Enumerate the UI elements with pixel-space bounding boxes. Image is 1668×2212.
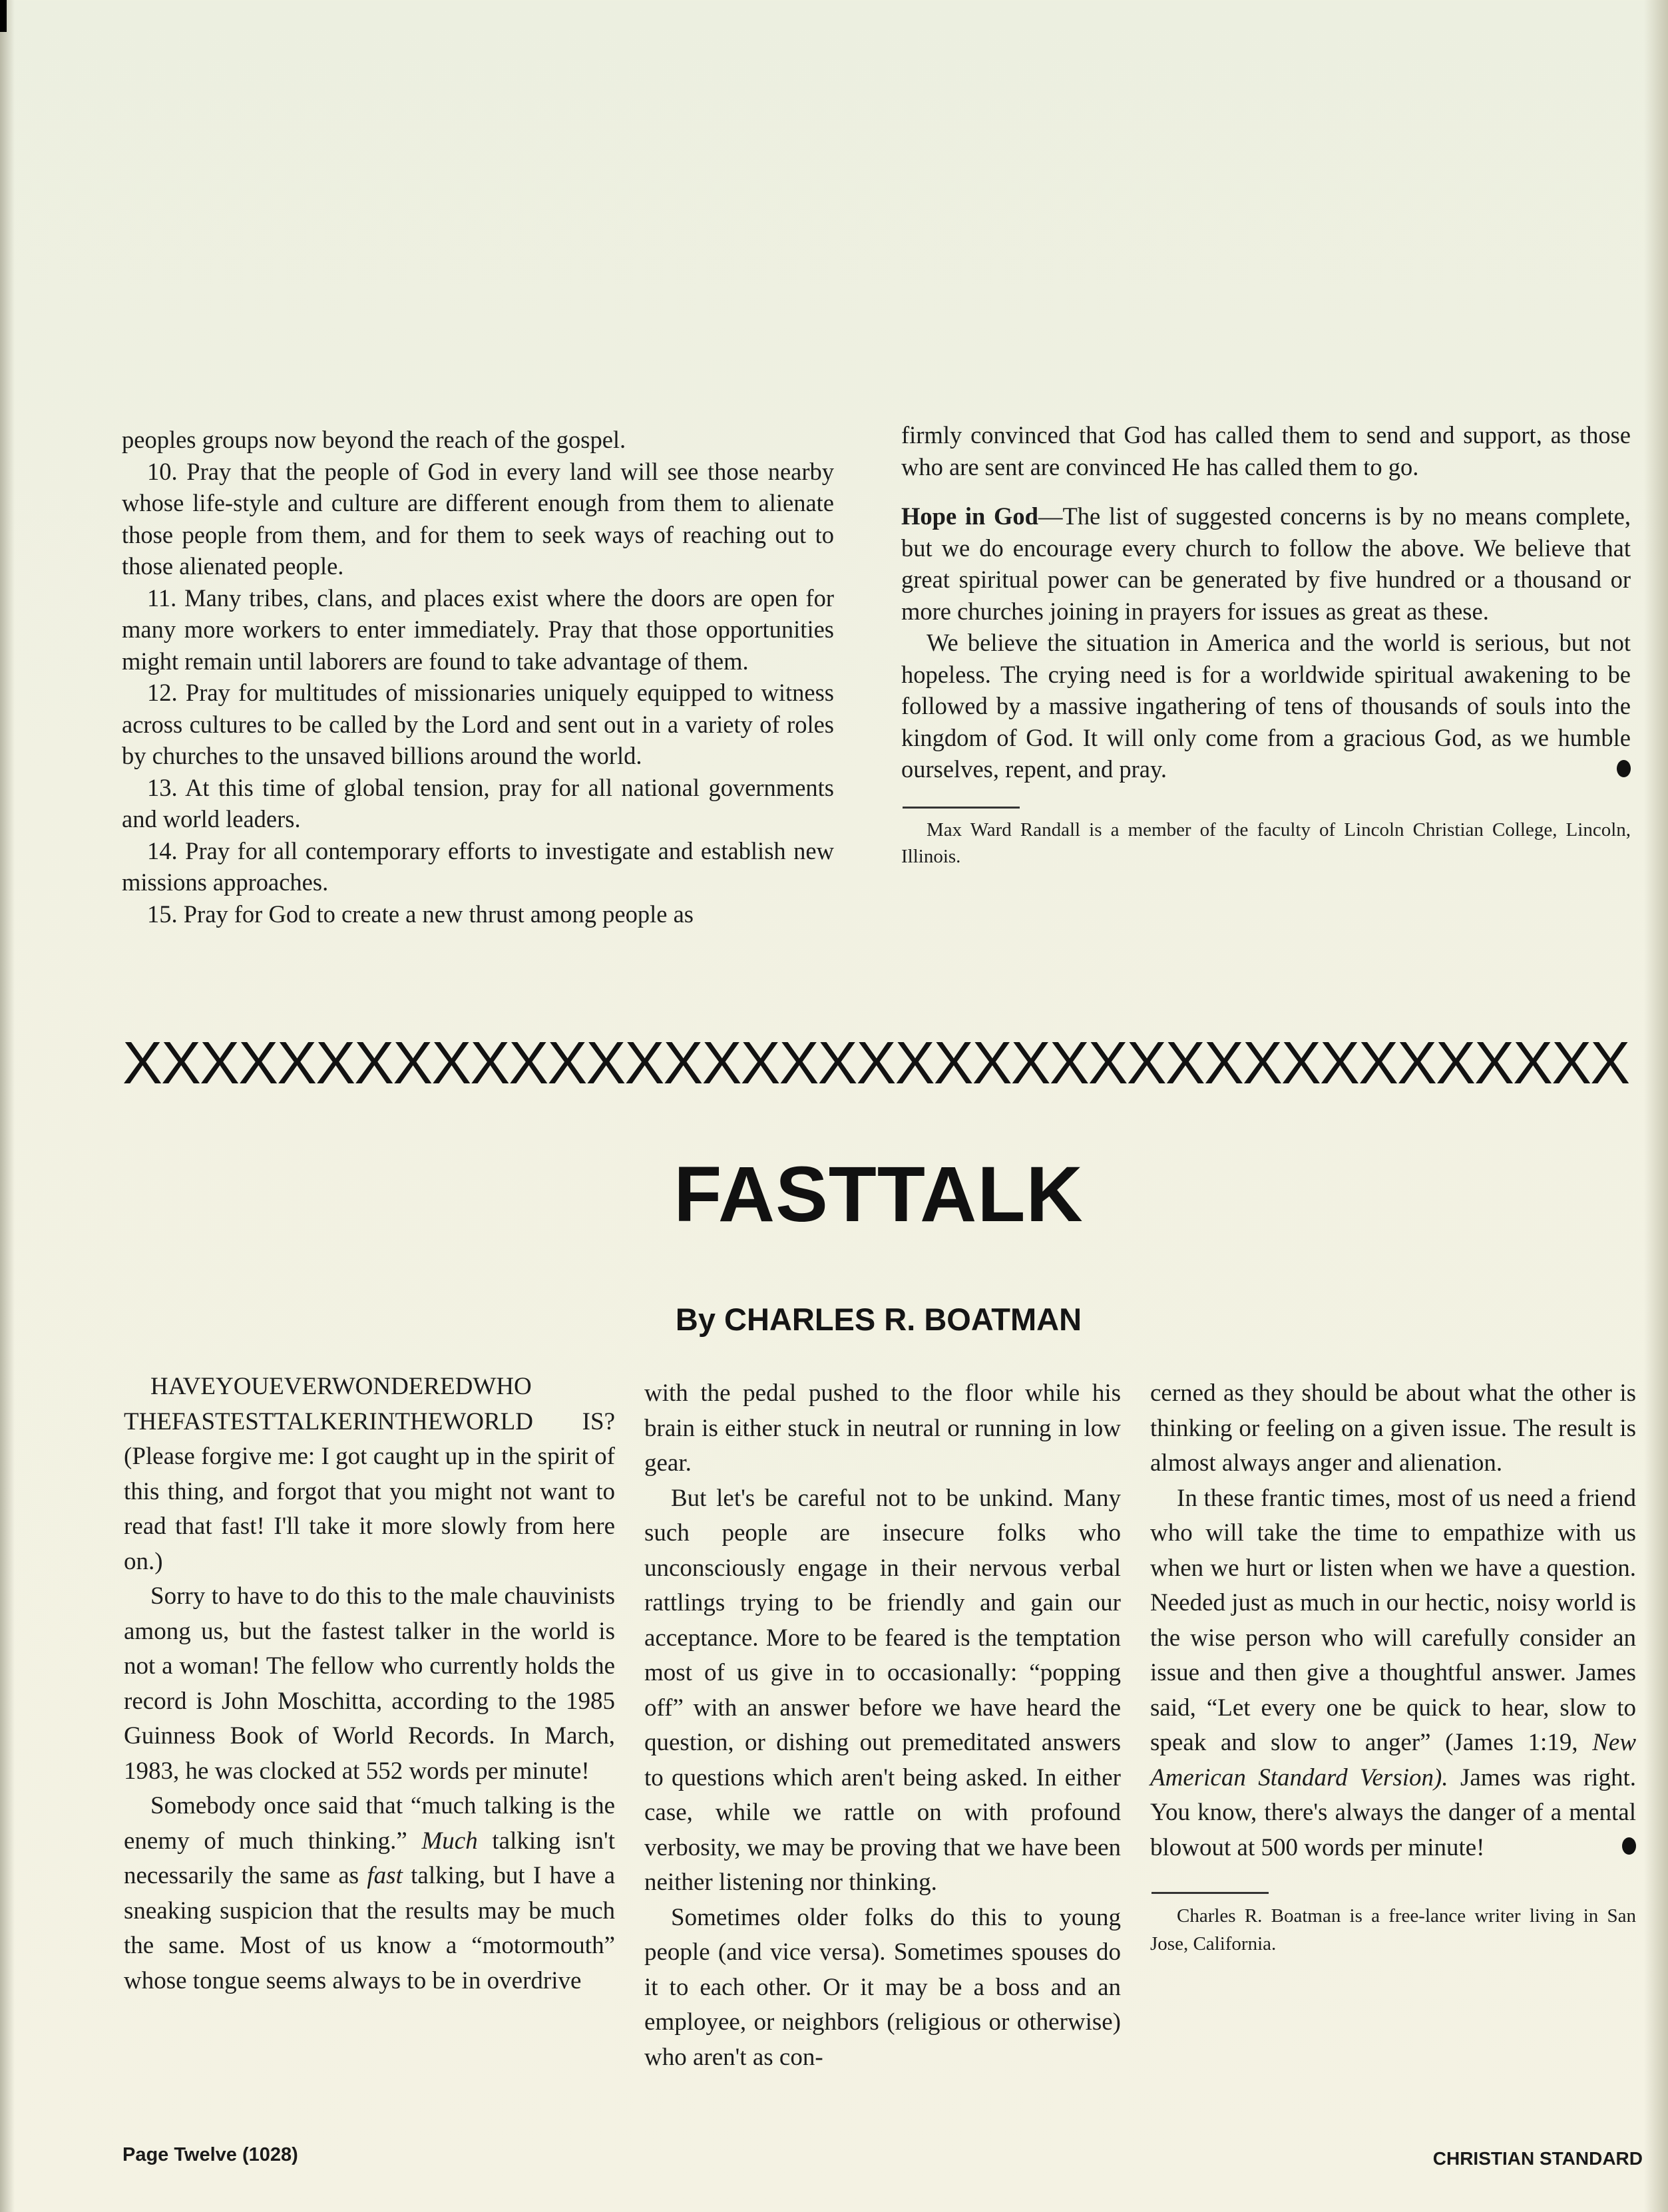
scan-mark (0, 0, 7, 32)
opening-caps: HAVEYOUEVERWONDEREDWHO THEFASTESTTALKERINTHEWORLD IS? (124, 1373, 615, 1435)
text-run: James was right. You know, there's always the danger of a mental blowout at 500 words per minute! (1150, 1763, 1636, 1861)
closing-paragraph (901, 627, 1631, 785)
article-byline: By CHARLES R. BOATMAN (675, 1302, 1082, 1337)
paragraph: But let's be careful not to be unkind. Many such people are insecure folks who unconsciously engage in their nervous verbal rattlings trying to be friendly and gain our acceptance. More to be feared is the temptation most of us give in to occasionally: “popping off” with an answer before we have heard the question, or dishing out premeditated answers to questions which aren't being asked. In either case, while we rattle on with profound verbosity, we may be proving that we have been neither listening nor thinking. (644, 1484, 1121, 1896)
paragraph: Sorry to have to do this to the male chauvinists among us, but the fastest talker in the world is not a woman! The fellow who currently holds the record is John Moschitta, according to the 1985 Guinness Book of World Records. In March, 1983, he was clocked at 552 words per minute! (124, 1582, 615, 1785)
page-shadow-right (1644, 0, 1668, 2212)
paragraph: cerned as they should be about what the other is thinking or feeling on a given issue. The result is almost always anger and alienation. (1150, 1380, 1636, 1477)
subhead-hope-in-god: Hope in God (901, 502, 1038, 530)
author-note-rule (903, 807, 1020, 809)
show-through-byline (124, 346, 131, 376)
prayer-item-11: 11. Many tribes, clans, and places exist where the doors are open for many more workers to enter immediately. Pray that those opportunities might remain until laborers are found to take advantage of them. (122, 584, 834, 675)
article-column-3 (1150, 1376, 1636, 1958)
prayer-item-14: 14. Pray for all contemporary efforts to investigate and establish new missions approaches. (122, 836, 834, 896)
text-run: talking isn't necessarily the same as (124, 1827, 615, 1889)
prayer-item-15: 15. Pray for God to create a new thrust among people as (147, 900, 694, 928)
closing-paragraph (1150, 1481, 1636, 1866)
opening-rest: (Please forgive me: I got caught up in the spirit of this thing, and forgot that you might not want to read that fast! I'll take it more slowly from here on.) (124, 1443, 615, 1575)
article-column-1 (124, 1370, 615, 1998)
subhead-text: —The list of suggested concerns is by no means complete, but we do encourage every church to follow the above. We believe that great spiritual power can be generated by five hundred or a thousand or more churches joining in prayers for issues as great as these. (901, 502, 1631, 625)
author-note: Max Ward Randall is a member of the faculty of Lincoln Christian College, Lincoln, Illinois. (901, 819, 1631, 867)
page-number: Page Twelve (1028) (122, 2144, 298, 2165)
paragraph: peoples groups now beyond the reach of the gospel. (122, 426, 626, 453)
paragraph: firmly convinced that God has called them to send and support, as those who are sent are convinced He has called them to go. (901, 421, 1631, 480)
text-run: Somebody once said that “much talking is the enemy of much thinking.” (124, 1792, 615, 1855)
emphasis: New American Standard Version). (1150, 1729, 1636, 1791)
x-divider: XXXXXXXXXXXXXXXXXXXXXXXXXXXXXXXXXXXXXXX (122, 1030, 1629, 1097)
prayer-item-10: 10. Pray that the people of God in every land will see those nearby whose life-style and culture are different enough from them to alienate those people from them, and for them to seek ways of reaching out to those alienated people. (122, 457, 834, 580)
show-through-heading (124, 216, 138, 277)
text-run: talking, but I have a sneaking suspicion that the results may be much the same. Most of us know a “motormouth” whose tongue seems always to be in overdrive (124, 1862, 615, 1994)
opening-paragraph (124, 1370, 615, 1579)
author-note: Charles R. Boatman is a free-lance writer living in San Jose, California. (1150, 1905, 1636, 1954)
end-mark-icon (1617, 760, 1631, 777)
end-mark-icon (1622, 1837, 1636, 1855)
article-column-2 (644, 1376, 1121, 2075)
subhead-paragraph (901, 500, 1631, 627)
prayer-item-13: 13. At this time of global tension, pray for all national governments and world leaders. (122, 773, 834, 832)
paragraph (124, 1789, 615, 1998)
previous-article-left-column (122, 424, 834, 930)
publication-name: CHRISTIAN STANDARD (1432, 2148, 1643, 2169)
emphasis: Much (421, 1827, 478, 1855)
page-shadow-left (0, 0, 15, 2212)
prayer-item-12: 12. Pray for multitudes of missionaries uniquely equipped to witness across cultures to be called by the Lord and sent out in a variety of roles by churches to the unsaved billions around the world. (122, 679, 834, 769)
closing-text: We believe the situation in America and the world is serious, but not hopeless. The crying need is for a worldwide spiritual awakening to be followed by a massive ingathering of tens of thousands of souls into the kingdom of God. It will only come from a gracious God, as we humble ourselves, repent, and pray. (901, 629, 1631, 783)
text-run: In these frantic times, most of us need a friend who will take the time to empathize with us when we hurt or listen when we have a question. Needed just as much in our hectic, noisy world is the wise person who will carefully consider an issue and then give a thoughtful answer. James said, “Let every one be quick to hear, slow to speak and slow to anger” (James 1:19, (1150, 1484, 1636, 1756)
previous-article-right-column (901, 419, 1631, 870)
article-title: FASTTALK (674, 1151, 1084, 1238)
paragraph: with the pedal pushed to the floor while his brain is either stuck in neutral or running in low gear. (644, 1380, 1121, 1477)
paragraph: Sometimes older folks do this to young people (and vice versa). Sometimes spouses do it to each other. Or it may be a boss and an employee, or neighbors (religious or otherwise) who aren't as con- (644, 1903, 1121, 2071)
emphasis: fast (367, 1862, 403, 1889)
author-note-rule (1151, 1892, 1269, 1894)
